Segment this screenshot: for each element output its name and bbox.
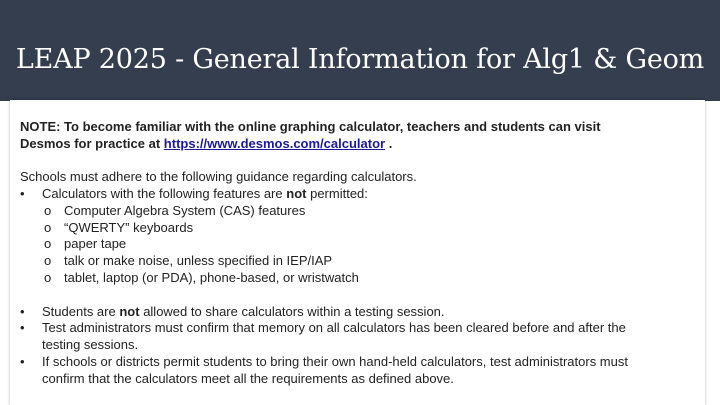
sub-item: paper tape	[64, 236, 127, 251]
note-line-2	[20, 136, 601, 153]
desmos-link[interactable]: https://www.desmos.com/calculator	[163, 135, 386, 151]
bullet-line: testing sessions.	[42, 336, 139, 352]
bullet-suffix: permitted:	[310, 186, 368, 201]
note-line-2-suffix: .	[388, 135, 393, 151]
bullet-marker: •	[20, 354, 25, 369]
sub-bullet-marker: o	[44, 236, 52, 251]
note-line-1: NOTE: To become familiar with the online graphing calculator, teachers and students can visit	[20, 119, 601, 134]
sub-item: Computer Algebra System (CAS) features	[64, 203, 306, 218]
sub-bullet-marker: o	[44, 203, 52, 218]
bullet-no-sharing	[42, 304, 445, 321]
sub-bullet-marker: o	[44, 220, 52, 235]
bullet-own-calculators	[42, 354, 628, 388]
bullet-suffix: allowed to share calculators within a testing session.	[143, 304, 445, 319]
bullet-prefix: Students are	[42, 304, 116, 319]
note-paragraph	[20, 119, 601, 153]
bullet-line: confirm that the calculators meet all the requirements as defined above.	[42, 370, 454, 386]
sub-item: “QWERTY” keyboards	[64, 220, 194, 235]
bullet-line: Test administrators must confirm that memory on all calculators has been cleared before and after the	[42, 320, 626, 335]
bullet-marker: •	[20, 320, 25, 335]
sub-item: tablet, laptop (or PDA), phone-based, or wristwatch	[64, 270, 359, 285]
bullet-line: If schools or districts permit students to bring their own hand-held calculators, test administrators must	[42, 354, 628, 369]
slide-title: LEAP 2025 - General Information for Alg1 & Geom	[15, 44, 705, 75]
bullet-marker: •	[20, 186, 25, 201]
bullet-marker: •	[20, 304, 25, 319]
sub-bullet-marker: o	[44, 253, 52, 268]
bullet-calculators-not-permitted	[42, 186, 368, 203]
intro-text: Schools must adhere to the following guidance regarding calculators.	[20, 169, 417, 184]
note-line-2-prefix: Desmos for practice at	[20, 135, 161, 151]
sub-bullet-marker: o	[44, 270, 52, 285]
bullet-emphasis: not	[286, 186, 307, 201]
sub-item: talk or make noise, unless specified in IEP/IAP	[64, 253, 333, 268]
bullet-memory-cleared	[42, 320, 626, 354]
bullet-prefix: Calculators with the following features are	[42, 186, 283, 201]
bullet-emphasis: not	[119, 304, 140, 319]
